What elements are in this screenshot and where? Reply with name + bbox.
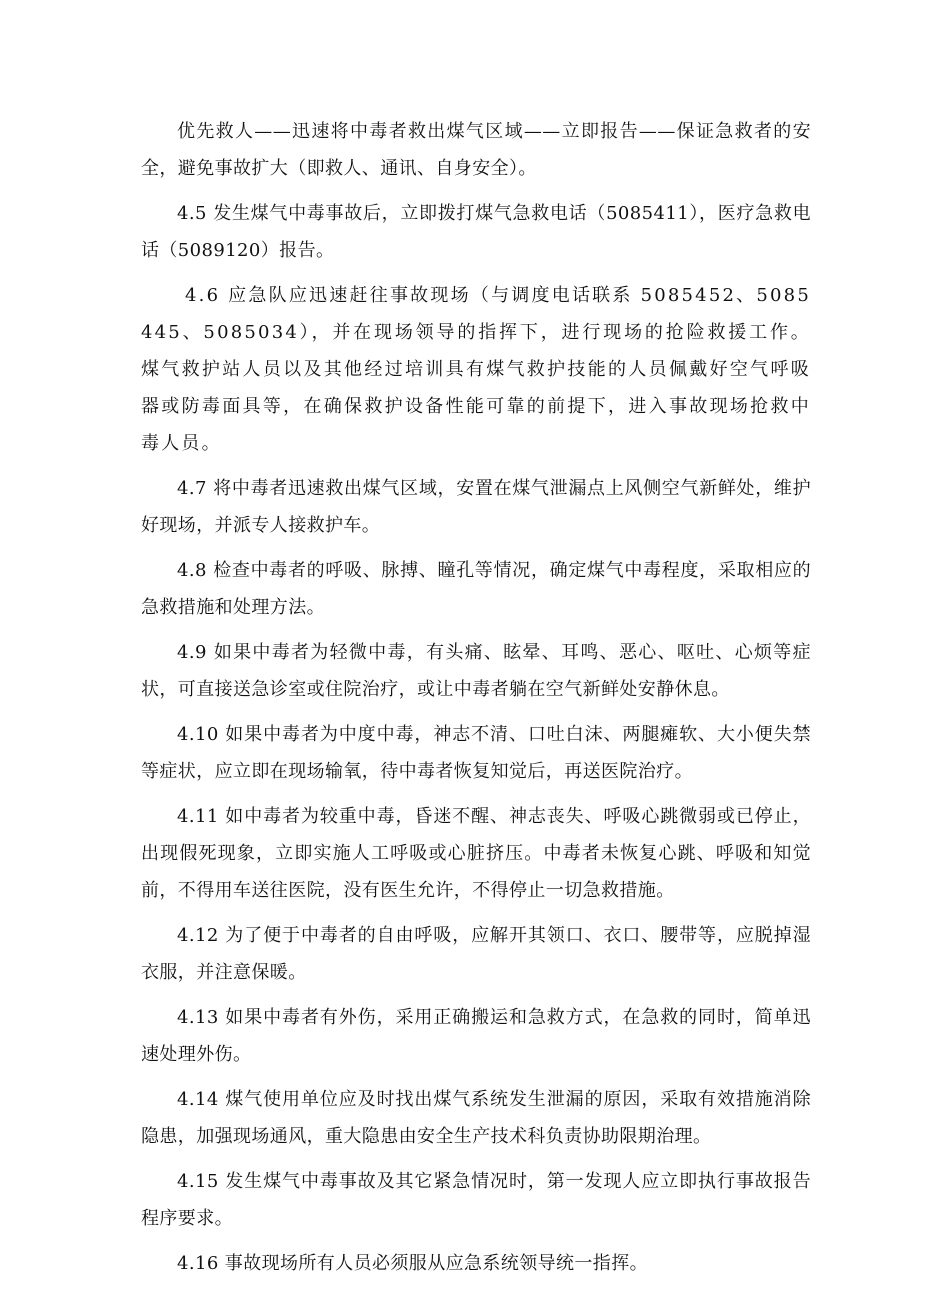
paragraph-priority-rescue: 优先救人——迅速将中毒者救出煤气区域——立即报告——保证急救者的安全，避免事故扩大（即救人、通讯、自身安全）。 — [141, 121, 811, 179]
document-body — [141, 113, 811, 1290]
paragraph-4-16: 4.16 事故现场所有人员必须服从应急系统领导统一指挥。 — [177, 1253, 648, 1274]
paragraph-4-15: 4.15 发生煤气中毒事故及其它紧急情况时，第一发现人应立即执行事故报告程序要求。 — [141, 1171, 811, 1229]
paragraph-4-12: 4.12 为了便于中毒者的自由呼吸，应解开其领口、衣口、腰带等，应脱掉湿衣服，并注意保暖。 — [141, 925, 811, 983]
paragraph-4-11: 4.11 如中毒者为较重中毒，昏迷不醒、神志丧失、呼吸心跳微弱或已停止，出现假死现象，立即实施人工呼吸或心脏挤压。中毒者未恢复心跳、呼吸和知觉前，不得用车送往医院，没有医生允许，不得停止一切急救措施。 — [141, 806, 811, 901]
paragraph-4-8: 4.8 检查中毒者的呼吸、脉搏、瞳孔等情况，确定煤气中毒程度，采取相应的急救措施和处理方法。 — [141, 560, 811, 618]
paragraph-4-5: 4.5 发生煤气中毒事故后，立即拨打煤气急救电话（5085411），医疗急救电话（5089120）报告。 — [141, 203, 811, 261]
paragraph-4-13: 4.13 如果中毒者有外伤，采用正确搬运和急救方式，在急救的同时，简单迅速处理外伤。 — [141, 1007, 811, 1065]
paragraph-4-9: 4.9 如果中毒者为轻微中毒，有头痛、眩晕、耳鸣、恶心、呕吐、心烦等症状，可直接送急诊室或住院治疗，或让中毒者躺在空气新鲜处安静休息。 — [141, 642, 811, 700]
paragraph-4-14: 4.14 煤气使用单位应及时找出煤气系统发生泄漏的原因，采取有效措施消除隐患，加强现场通风，重大隐患由安全生产技术科负责协助限期治理。 — [141, 1089, 811, 1147]
paragraph-4-7: 4.7 将中毒者迅速救出煤气区域，安置在煤气泄漏点上风侧空气新鲜处，维护好现场，并派专人接救护车。 — [141, 478, 811, 536]
paragraph-4-10: 4.10 如果中毒者为中度中毒，神志不清、口吐白沫、两腿瘫软、大小便失禁等症状，应立即在现场输氧，待中毒者恢复知觉后，再送医院治疗。 — [141, 724, 811, 782]
paragraph-4-6: 4.6 应急队应迅速赶往事故现场（与调度电话联系 5085452、5085445、5085034），并在现场领导的指挥下，进行现场的抢险救援工作。煤气救护站人员以及其他经过培训具有煤气救护技能的人员佩戴好空气呼吸器或防毒面具等，在确保救护设备性能可靠的前提下，进入事故现场抢救中毒人员。 — [141, 285, 811, 454]
